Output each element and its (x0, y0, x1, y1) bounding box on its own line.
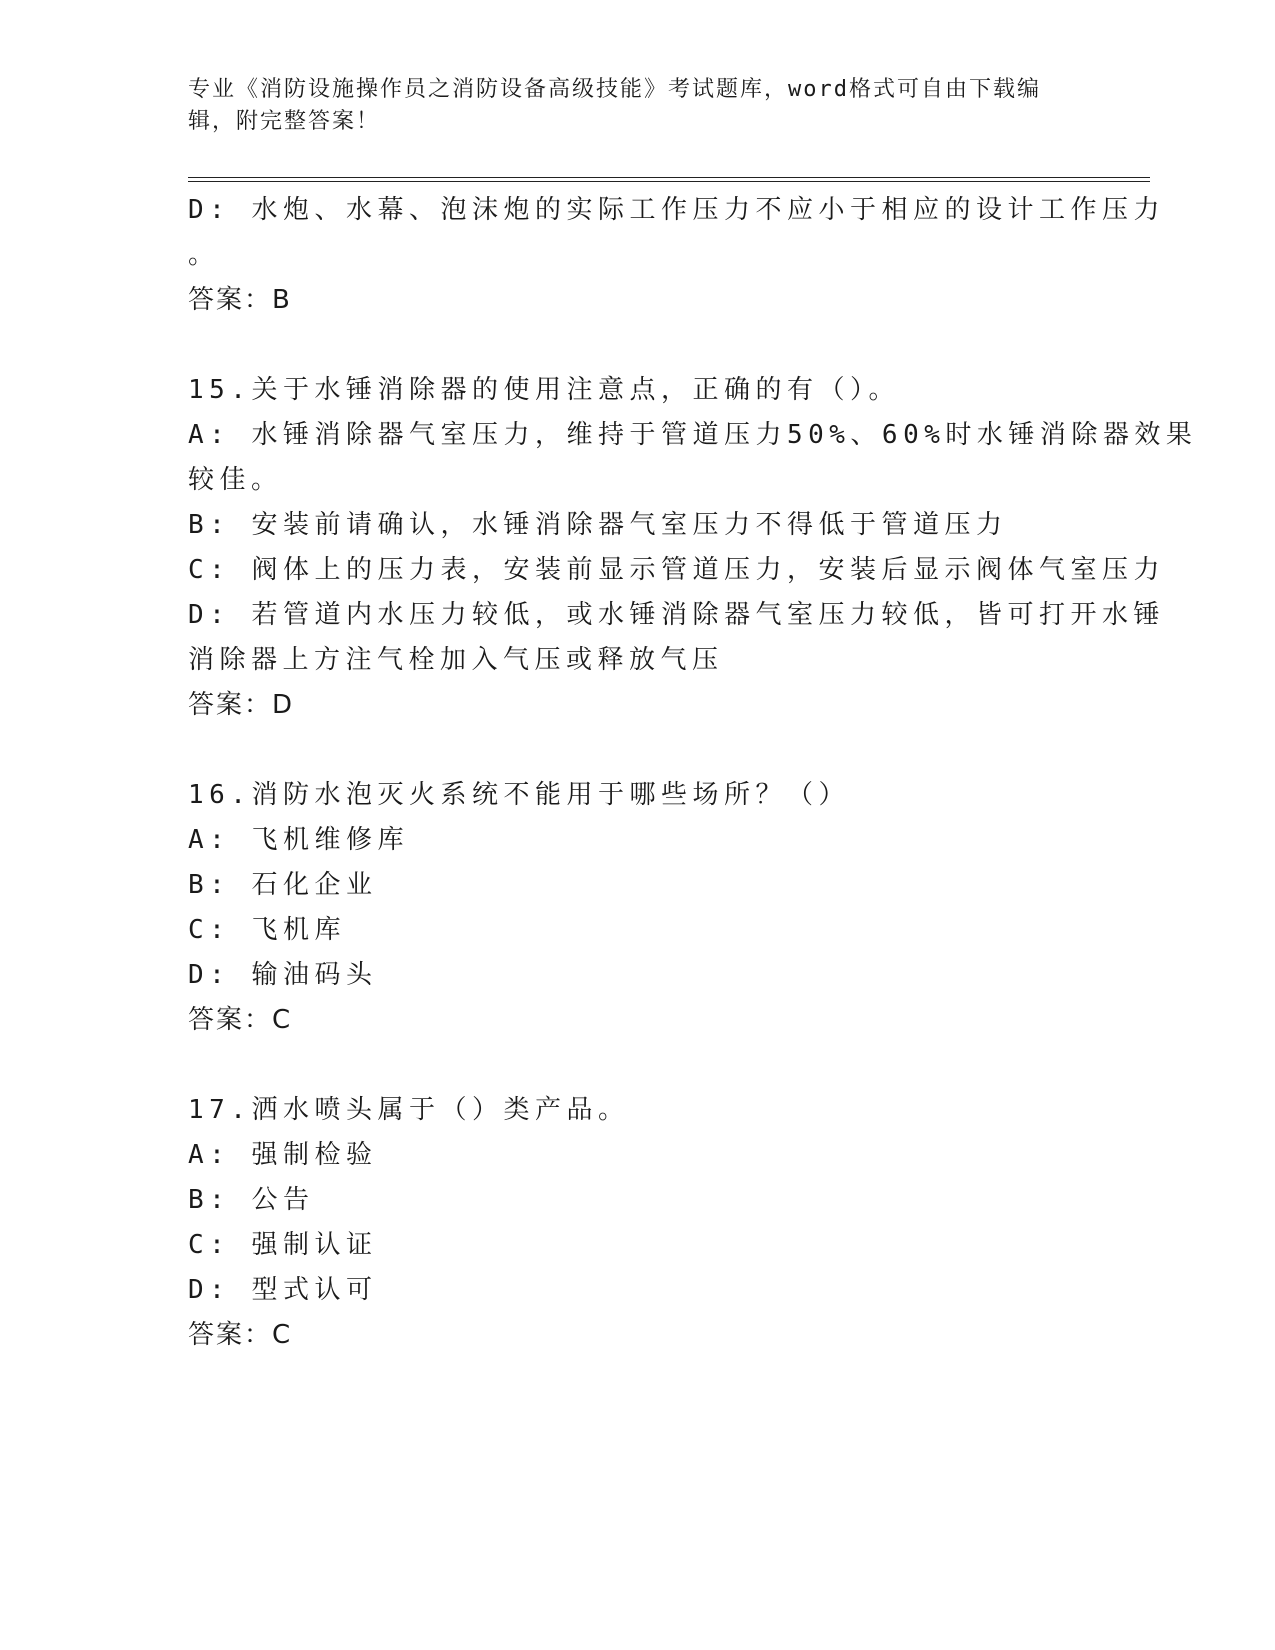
q16-option-a: A: 飞机维修库 (188, 825, 409, 855)
q16-option-d: D: 输油码头 (188, 960, 378, 990)
q17-option-b: B: 公告 (188, 1185, 315, 1215)
header-divider-bottom (188, 181, 1150, 182)
q17-answer: 答案：C (188, 1320, 293, 1350)
document-header (188, 74, 1088, 138)
q16-option-c: C: 飞机库 (188, 915, 346, 945)
q17-question: 17.洒水喷头属于（）类产品。 (188, 1095, 630, 1125)
q17-option-c: C: 强制认证 (188, 1230, 378, 1260)
q17-option-d: D: 型式认可 (188, 1275, 378, 1305)
q14-answer: 答案：B (188, 285, 292, 315)
q15-option-d-line-2: 消除器上方注气栓加入气压或释放气压 (188, 645, 724, 675)
q15-option-b: B: 安装前请确认，水锤消除器气室压力不得低于管道压力 (188, 510, 1008, 540)
header-line-1: 专业《消防设施操作员之消防设备高级技能》考试题库，word格式可自由下载编 (188, 77, 1041, 102)
q16-question: 16.消防水泡灭火系统不能用于哪些场所？（） (188, 780, 850, 810)
header-line-2: 辑，附完整答案！ (188, 109, 381, 134)
q15-question: 15.关于水锤消除器的使用注意点，正确的有（）。 (188, 375, 900, 405)
q16-option-b: B: 石化企业 (188, 870, 378, 900)
q15-answer: 答案：D (188, 690, 295, 720)
q15-option-c: C: 阀体上的压力表，安装前显示管道压力，安装后显示阀体气室压力 (188, 555, 1165, 585)
q15-option-d-line-1: D: 若管道内水压力较低，或水锤消除器气室压力较低，皆可打开水锤 (188, 600, 1165, 630)
q15-option-a-line-2: 较佳。 (188, 465, 283, 495)
q14-option-d-line-1: D: 水炮、水幕、泡沫炮的实际工作压力不应小于相应的设计工作压力 (188, 195, 1165, 225)
q17-option-a: A: 强制检验 (188, 1140, 378, 1170)
q15-option-a-line-1: A: 水锤消除器气室压力，维持于管道压力50%、60%时水锤消除器效果 (188, 420, 1198, 450)
header-divider-top (188, 177, 1150, 178)
q14-option-d-line-2: 。 (188, 240, 220, 270)
q16-answer: 答案：C (188, 1005, 293, 1035)
